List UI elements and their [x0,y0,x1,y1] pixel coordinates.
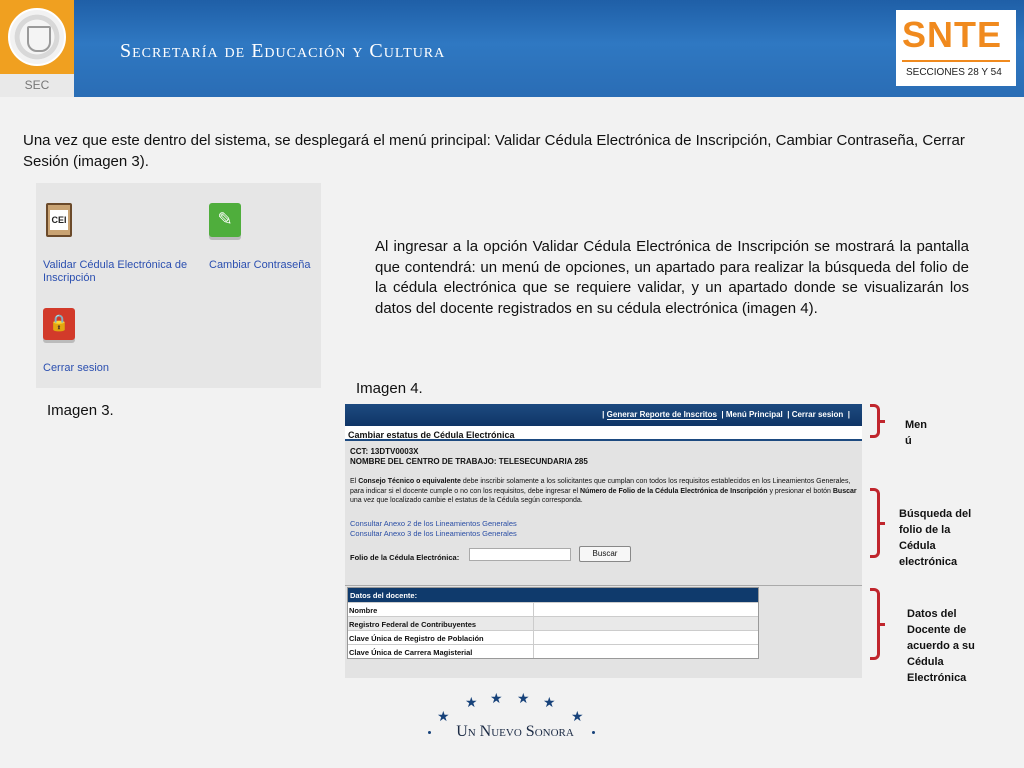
sec-block [0,0,74,97]
cct-code: CCT: 13DTV0003X [350,447,419,456]
buscar-button[interactable]: Buscar [579,546,631,562]
datos-brace [870,588,880,660]
snte-divider [902,60,1010,62]
cerrar-sesion-link[interactable]: Cerrar sesion [43,362,110,374]
table-row [348,616,758,630]
main-menu-screenshot [36,183,321,388]
center-info [350,447,588,467]
menu-annotation [905,417,927,449]
validation-screenshot [345,404,862,678]
image3-caption: Imagen 3. [47,402,114,419]
table-row [348,602,758,616]
busqueda-brace [870,488,880,558]
row-label: Clave Única de Registro de Población [348,631,534,644]
sec-label: SEC [24,78,50,92]
generar-reporte-link[interactable]: Generar Reporte de Inscritos [606,410,717,419]
row-label: Clave Única de Carrera Magisterial [348,645,534,658]
desc-bold-2: Número de Folio de la Cédula Electrónica de Inscripción [579,487,768,495]
snte-logo [896,10,1016,86]
desc-bold-3: Buscar [832,487,857,495]
sec-logo-background [0,0,74,74]
docente-table [347,587,759,659]
nav-separator: | [721,410,724,419]
menu-brace [870,404,880,438]
desc-text-1: El [350,478,357,485]
header-banner [0,0,1024,97]
header-title: Secretaría de Educación y Cultura [120,40,446,62]
anexo2-link[interactable]: Consultar Anexo 2 de los Lineamientos Generales [350,519,517,528]
state-seal-icon [8,8,66,66]
lock-icon[interactable]: 🔒 [43,308,75,340]
validar-cedula-link[interactable]: Validar Cédula Electrónica de Inscripción [43,259,188,284]
cei-icon-label: CEI [50,210,68,230]
table-row [348,630,758,644]
row-label: Registro Federal de Contribuyentes [348,617,534,630]
desc-bold-1: Consejo Técnico o equivalente [358,478,461,485]
nav-separator: | [602,410,605,419]
folio-label: Folio de la Cédula Electrónica: [350,553,460,562]
cambiar-contrasena-link[interactable]: Cambiar Contraseña [209,259,311,271]
desc-text-3: y presionar el botón [769,487,831,495]
menu-annotation-line2: ú [905,435,912,447]
folio-input[interactable] [469,548,571,561]
intro-text: Una vez que este dentro del sistema, se desplegará el menú principal: Validar Cédula Electrónica de Inscripción, Cambiar Contraseña, Cerrar Sesión (imagen 3). [23,132,965,170]
section-divider [345,585,862,586]
desc-text-2: debe inscribir solamente a los solicitantes que cumplan con todos los requisitos establecidos en los Lineamientos Generales, para indicar si el docente cumple o no con los requisitos, debe ingresar el [350,478,851,495]
menu-principal-link[interactable]: Menú Principal [725,410,783,419]
nav-links [602,410,850,419]
nav-separator: | [787,410,790,419]
cerrar-sesion-nav-link[interactable]: Cerrar sesion [791,410,844,419]
centro-name: NOMBRE DEL CENTRO DE TRABAJO: TELESECUNDARIA 285 [350,457,588,466]
snte-logo-mark: SNTE [902,14,1003,55]
cei-clipboard-icon[interactable] [46,203,72,237]
footer-slogan: Un Nuevo Sonora [456,723,574,740]
description-paragraph: Al ingresar a la opción Validar Cédula Electrónica de Inscripción se mostrará la pantalla que contendrá: un menú de opciones, un apartado para realizar la búsqueda del folio de la cédula electrónica que se requiere validar, y un apartado donde se visualizarán los datos del docente registrados en su cédula electrónica (imagen 4). [375,238,969,317]
nav-separator: | [847,410,850,419]
instructions-text [350,477,860,506]
key-icon[interactable]: ✎ [209,203,241,237]
page-title: Cambiar estatus de Cédula Electrónica [345,426,862,441]
image4-caption: Imagen 4. [356,380,423,397]
table-header: Datos del docente: [348,588,758,602]
table-row [348,644,758,658]
nav-bar [345,404,862,426]
desc-text-4: una vez que localizado cambie el estatus de la Cédula según corresponda. [350,497,583,504]
footer-stars-icon: ★ ★ ★ ★ ★ ★ [437,690,584,724]
datos-annotation: Datos del Docente de acuerdo a su Cédula Electrónica [907,608,975,684]
menu-annotation-line1: Men [905,419,927,431]
snte-sections-label: SECCIONES 28 Y 54 [906,67,1002,78]
busqueda-annotation: Búsqueda del folio de la Cédula electrónica [899,508,972,568]
row-label: Nombre [348,603,534,616]
anexo3-link[interactable]: Consultar Anexo 3 de los Lineamientos Generales [350,529,517,538]
